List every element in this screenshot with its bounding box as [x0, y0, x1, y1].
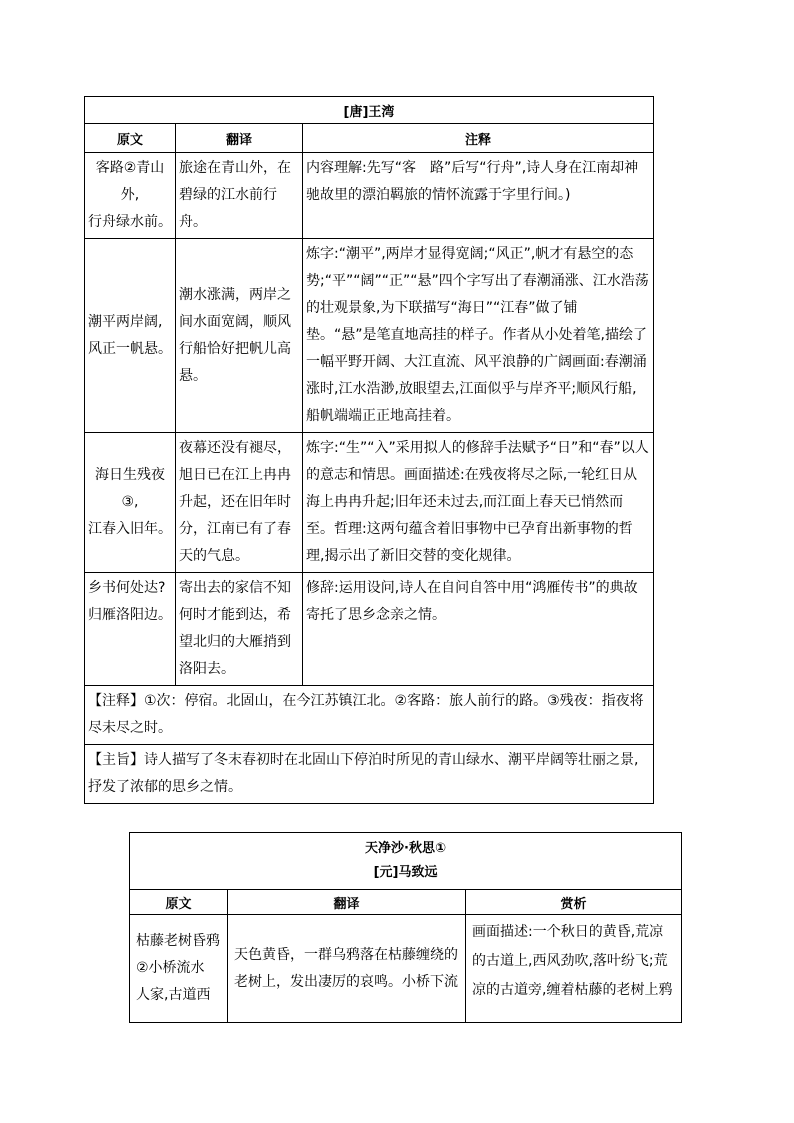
- original-line: 江春入旧年。: [88, 521, 172, 537]
- original-line: 归雁洛阳边。: [88, 607, 172, 623]
- original-cell: [130, 915, 228, 1023]
- appreciation-cell: 画面描述:一个秋日的黄昏,荒凉的古道上,西风劲吹,落叶纷飞;荒凉的古道旁,缠着枯藤的老树上鸦: [466, 915, 682, 1023]
- footnote: 【注释】①次：停宿。北固山，在今江苏镇江北。②客路：旅人前行的路。③残夜：指夜将尽未尽之时。: [85, 686, 654, 745]
- poem2-title: 天净沙·秋思①: [365, 841, 446, 856]
- poem2-heading: [130, 833, 682, 890]
- original-cell: [85, 433, 176, 573]
- original-cell: [85, 239, 176, 433]
- original-line: 人家,古道西: [136, 987, 211, 1003]
- translation-cell: 寄出去的家信不知何时才能到达，希望北归的大雁捎到洛阳去。: [176, 573, 303, 686]
- original-line: 客路②青山: [95, 160, 165, 176]
- annotation-cell: 炼字:“潮平”,两岸才显得宽阔;“风正”,帆才有悬空的态势;“平”“阔”“正”“悬”四个字写出了春潮涌涨、江水浩荡的壮观景象,为下联描写“海日”“江春”做了铺 垫。“悬”是笔直地高挂的样子。作者从小处着笔,描绘了一幅平野开阔、大江直流、风平浪静的广阔画面:春潮涌涨时,江水浩渺,放眼望去,江面似乎与岸齐平;顺风行船,船帆端端正正地高挂着。: [303, 239, 654, 433]
- poem1-author: [唐]王湾: [85, 97, 654, 124]
- header-annotation: 注释: [303, 124, 654, 153]
- original-line: 乡书何处达?: [88, 580, 166, 596]
- original-line: ②小桥流水: [136, 960, 205, 976]
- theme-note: 【主旨】诗人描写了冬末春初时在北固山下停泊时所见的青山绿水、潮平岸阔等壮丽之景,抒发了浓郁的思乡之情。: [85, 745, 654, 804]
- original-line: 风正一帆悬。: [88, 340, 172, 357]
- header-translation: 翻译: [176, 124, 303, 153]
- annotation-cell: 炼字:“生”“入”采用拟人的修辞手法赋予“日”和“春”以人的意志和情思。画面描述:在残夜将尽之际,一轮红日从海上冉冉升起;旧年还未过去,而江面上春天已悄然而至。哲理:这两句蕴含着旧事物中已孕育出新事物的哲理,揭示出了新旧交替的变化规律。: [303, 433, 654, 573]
- poem2-table: [129, 832, 682, 1023]
- translation-cell: 天色黄昏，一群乌鸦落在枯藤缠绕的老树上，发出凄厉的哀鸣。小桥下流: [228, 915, 466, 1023]
- original-line: 海日生残夜: [95, 467, 165, 483]
- original-line: ③,: [121, 494, 139, 510]
- annotation-cell: 修辞:运用设问,诗人在自问自答中用“鸿雁传书”的典故寄托了思乡念亲之情。: [303, 573, 654, 686]
- header-original: 原文: [85, 124, 176, 153]
- header-appreciation: 赏析: [466, 890, 682, 915]
- header-original: 原文: [130, 890, 228, 915]
- original-line: 枯藤老树昏鸦: [136, 933, 220, 949]
- translation-cell: 夜幕还没有褪尽，旭日已在江上冉冉升起，还在旧年时分，江南已有了春天的气息。: [176, 433, 303, 573]
- header-translation: 翻译: [228, 890, 466, 915]
- translation-cell: 旅途在青山外，在碧绿的江水前行舟。: [176, 153, 303, 239]
- original-line: 潮平两岸阔,: [88, 313, 163, 330]
- annotation-cell: 内容理解:先写“客 路”后写“行舟”,诗人身在江南却神驰故里的漂泊羁旅的情怀流露于字里行间。): [303, 153, 654, 239]
- original-cell: [85, 153, 176, 239]
- poem2-author: [元]马致远: [373, 865, 438, 880]
- poem1-table: [84, 96, 654, 804]
- original-line: 行舟绿水前。: [88, 214, 172, 230]
- original-cell: [85, 573, 176, 686]
- translation-cell: 潮水涨满，两岸之间水面宽阔，顺风行船恰好把帆儿高悬。: [176, 239, 303, 433]
- original-line: 外,: [120, 187, 140, 203]
